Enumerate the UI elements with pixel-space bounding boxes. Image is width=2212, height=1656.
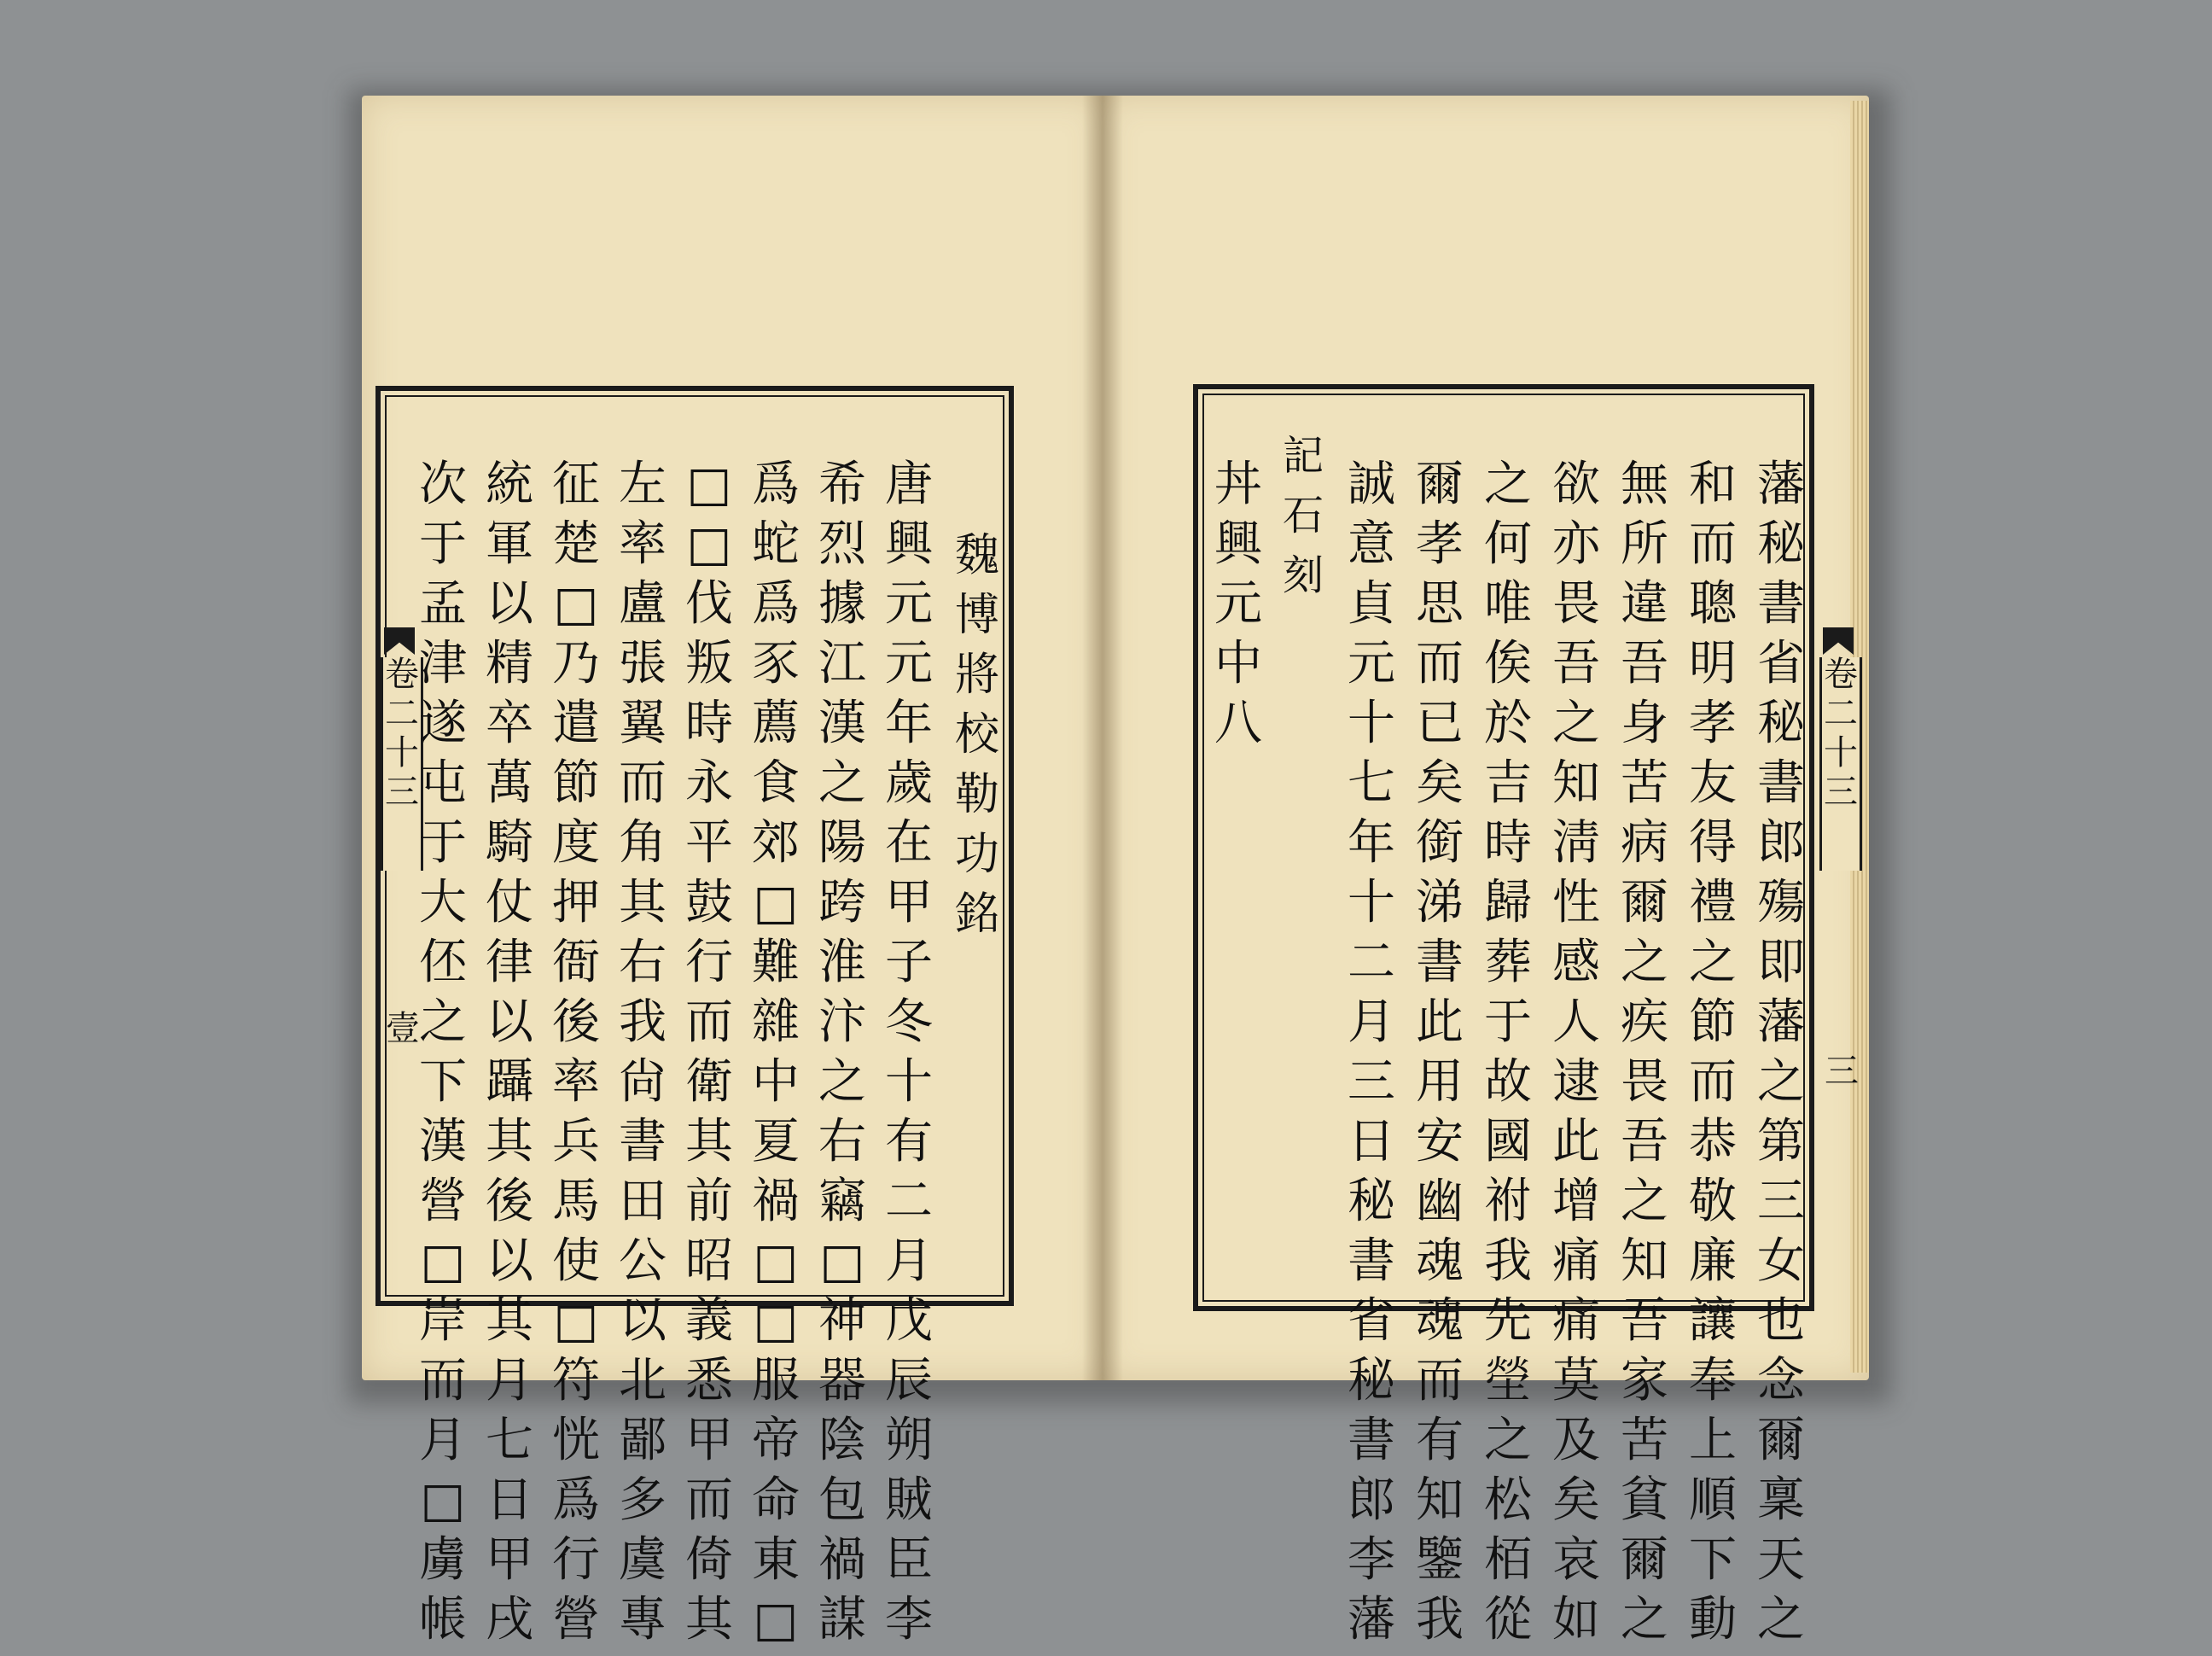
- right-column-3: 無 所 違 吾 身 苦 病 爾 之 疾 畏 吾 之 知 吾 家 苦 貧 爾 之: [1621, 457, 1668, 1647]
- left-column-2: 希 烈 據 江 漢 之 陽 跨 淮 汴 之 右 竊 □ 神 器 陰 包 禍 謀: [818, 457, 866, 1647]
- right-column-7: 誠 意 貞 元 十 七 年 十 二 月 三 日 秘 書 省 秘 書 郎 李 藩: [1348, 457, 1395, 1647]
- left-column-6: 征 楚 □ 乃 遣 節 度 押 衙 後 率 兵 馬 使 □ 符 恍 爲 行 營: [552, 457, 600, 1647]
- left-column-5: 左 率 盧 張 翼 而 角 其 右 我 尙 書 田 公 以 北 鄙 多 虞 專: [619, 457, 667, 1647]
- right-column-6: 爾 孝 思 而 已 矣 銜 涕 書 此 用 安 幽 魂 魂 而 有 知 鑒 我: [1416, 457, 1464, 1647]
- right-center-label: 卷 二 十 三: [1819, 657, 1862, 871]
- left-column-7: 統 軍 以 精 卒 萬 騎 仗 律 以 躡 其 後 以 其 月 七 日 甲 戌: [486, 457, 533, 1647]
- book-gutter: [1082, 96, 1123, 1380]
- right-column-2: 和 而 聰 明 孝 友 得 禮 之 節 而 恭 敬 廉 讓 奉 上 順 下 動: [1689, 457, 1737, 1647]
- left-center-label: 卷 二 十 三: [381, 657, 423, 871]
- right-folio: 三: [1825, 1052, 1859, 1091]
- right-column-4: 欲 亦 畏 吾 之 知 淸 性 感 人 逮 此 增 痛 痛 莫 及 矣 哀 如: [1552, 457, 1600, 1647]
- right-column-10: 丼 興 元 中 八: [1214, 457, 1262, 751]
- right-column-9: [1276, 478, 1336, 615]
- right-column-5: 之 何 唯 俟 於 吉 時 歸 葬 于 故 國 祔 我 先 塋 之 松 栢 從: [1484, 457, 1532, 1647]
- left-title: 魏 博 將 校 勒 功 銘: [954, 530, 999, 940]
- left-folio: 壹: [386, 1009, 420, 1048]
- left-column-4: □ □ 伐 叛 時 永 平 鼓 行 而 衛 其 前 昭 義 悉 甲 而 倚 其: [685, 457, 733, 1647]
- left-column-3: 爲 蛇 爲 豕 薦 食 郊 □ 難 雜 中 夏 禍 □ □ 服 帝 命 東 □: [752, 457, 800, 1647]
- left-column-1: 唐 興 元 元 年 歲 在 甲 子 冬 十 有 二 月 戊 辰 朔 賊 臣 李: [885, 457, 933, 1647]
- left-column-8: 次 于 孟 津 遂 屯 于 大 伾 之 下 漢 營 □ 岸 而 月 □ 虜 帳: [419, 457, 467, 1647]
- right-column-8: 記 石 刻: [1282, 432, 1324, 599]
- right-column-1: 藩 秘 書 省 秘 書 郎 殤 即 藩 之 第 三 女 也 念 爾 稟 天 之: [1757, 457, 1805, 1647]
